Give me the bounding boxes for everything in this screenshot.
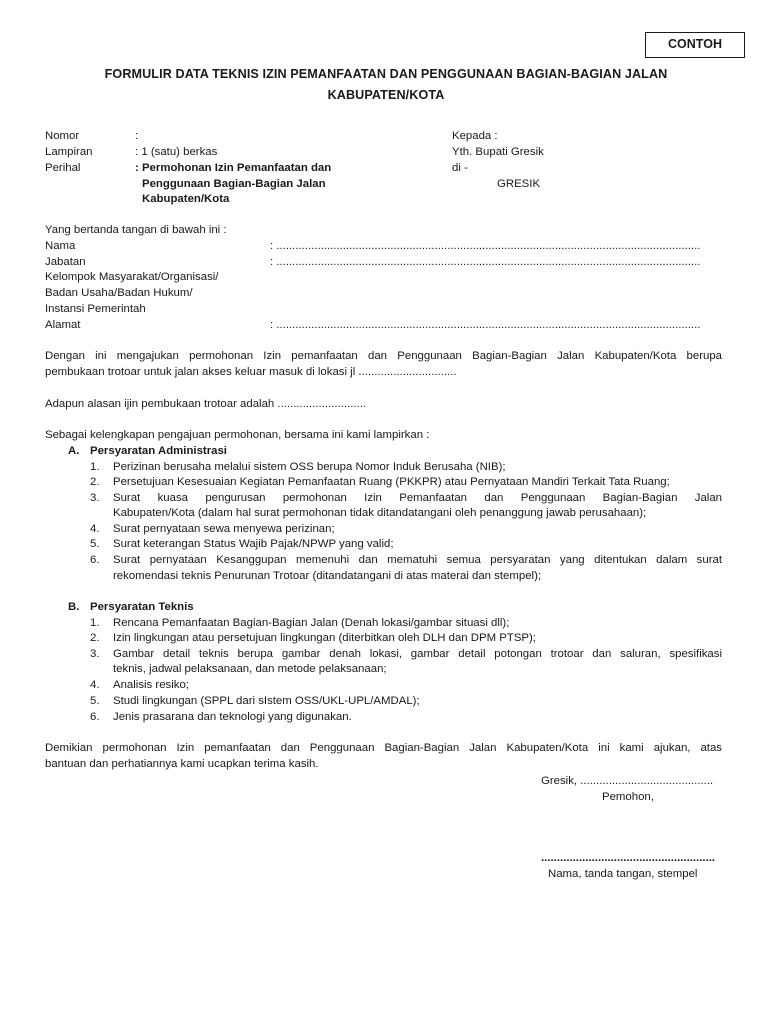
nama-field: : ......................................................................................................................................: [270, 240, 701, 252]
perihal-label: Perihal: [45, 162, 81, 174]
di-label: di -: [452, 162, 468, 174]
list-item-line2: Kabupaten/Kota (dalam hal surat permohonan tidak ditandatangani oleh penanggung jawab perusahaan);: [113, 507, 647, 519]
list-item-number: 2.: [90, 476, 100, 488]
list-item: Surat pernyataan sewa menyewa perizinan;: [113, 523, 335, 535]
lampiran-value: : 1 (satu) berkas: [135, 146, 218, 158]
form-title-line2: KABUPATEN/KOTA: [327, 88, 445, 102]
list-item: Izin lingkungan atau persetujuan lingkungan (diterbitkan oleh DLH dan DPM PTSP);: [113, 632, 536, 644]
recipient: Yth. Bupati Gresik: [452, 146, 544, 158]
signature-line: .......................................................: [541, 852, 716, 864]
list-item-number: 3.: [90, 492, 100, 504]
section-a-marker: A.: [68, 445, 80, 457]
alamat-field: : ......................................................................................................................................: [270, 319, 701, 331]
signature-caption: Nama, tanda tangan, stempel: [548, 868, 698, 880]
list-item: Analisis resiko;: [113, 679, 189, 691]
request-paragraph-line1: Dengan ini mengajukan permohonan Izin pemanfaatan dan Penggunaan Bagian-Bagian Jalan Kabupaten/Kota berupa: [45, 350, 722, 362]
jabatan-label: Jabatan: [45, 256, 86, 268]
perihal-line3: Kabupaten/Kota: [142, 193, 230, 205]
nomor-value: :: [135, 130, 139, 142]
identity-intro: Yang bertanda tangan di bawah ini :: [45, 224, 227, 236]
list-item-number: 2.: [90, 632, 100, 644]
list-item-line1: Gambar detail teknis berupa gambar denah lokasi, gambar detail potongan trotoar dan saluran, spesifikasi: [113, 648, 722, 660]
list-item-number: 4.: [90, 523, 100, 535]
list-item: Surat keterangan Status Wajib Pajak/NPWP yang valid;: [113, 538, 394, 550]
list-item-number: 1.: [90, 617, 100, 629]
list-item-line1: Surat kuasa pengurusan permohonan Izin Pemanfaatan dan Penggunaan Bagian-Bagian Jalan: [113, 492, 722, 504]
nama-label: Nama: [45, 240, 76, 252]
closing-paragraph-line1: Demikian permohonan Izin pemanfaatan dan Penggunaan Bagian-Bagian Jalan Kabupaten/Kota ini kami ajukan, atas: [45, 742, 722, 754]
recipient-city: GRESIK: [497, 178, 541, 190]
list-item-number: 6.: [90, 711, 100, 723]
list-item: Jenis prasarana dan teknologi yang digunakan.: [113, 711, 352, 723]
list-item-number: 1.: [90, 461, 100, 473]
list-item-line2: rekomendasi teknis Penurunan Trotoar (ditandatangani di atas materai dan stempel);: [113, 570, 542, 582]
list-item: Rencana Pemanfaatan Bagian-Bagian Jalan (Denah lokasi/gambar situasi dll);: [113, 617, 510, 629]
list-item-number: 6.: [90, 554, 100, 566]
perihal-line1: : Permohonan Izin Pemanfaatan dan: [135, 162, 332, 174]
list-item: Studi lingkungan (SPPL dari sIstem OSS/UKL-UPL/AMDAL);: [113, 695, 420, 707]
sample-badge: CONTOH: [645, 32, 745, 58]
list-item-line1: Surat pernyataan Kesanggupan memenuhi dan mematuhi semua persyaratan yang ditentukan dalam surat: [113, 554, 722, 566]
kelompok-label-line1: Kelompok Masyarakat/Organisasi/: [45, 271, 219, 283]
list-item: Perizinan berusaha melalui sistem OSS berupa Nomor Induk Berusaha (NIB);: [113, 461, 506, 473]
applicant-label: Pemohon,: [602, 791, 654, 803]
section-a-title: Persyaratan Administrasi: [90, 445, 227, 457]
closing-paragraph-line2: bantuan dan perhatiannya kami ucapkan terima kasih.: [45, 758, 319, 770]
alamat-label: Alamat: [45, 319, 81, 331]
kelompok-label-line3: Instansi Pemerintah: [45, 303, 146, 315]
list-item: Persetujuan Kesesuaian Kegiatan Pemanfaatan Ruang (PKKPR) atau Pernyataan Mandiri Terkait Tata Ruang;: [113, 476, 670, 488]
nomor-label: Nomor: [45, 130, 80, 142]
kepada-label: Kepada :: [452, 130, 498, 142]
section-b-marker: B.: [68, 601, 80, 613]
request-paragraph-line2: pembukaan trotoar untuk jalan akses keluar masuk di lokasi jl ...............................: [45, 366, 457, 378]
jabatan-field: : ......................................................................................................................................: [270, 256, 701, 268]
attachments-intro: Sebagai kelengkapan pengajuan permohonan, bersama ini kami lampirkan :: [45, 429, 430, 441]
perihal-line2: Penggunaan Bagian-Bagian Jalan: [142, 178, 326, 190]
reason-paragraph: Adapun alasan ijin pembukaan trotoar adalah ............................: [45, 398, 367, 410]
list-item-number: 3.: [90, 648, 100, 660]
place-date: Gresik, ..........................................: [541, 775, 714, 787]
lampiran-label: Lampiran: [45, 146, 93, 158]
kelompok-label-line2: Badan Usaha/Badan Hukum/: [45, 287, 193, 299]
list-item-number: 5.: [90, 695, 100, 707]
list-item-number: 5.: [90, 538, 100, 550]
list-item-line2: teknis, jadwal pelaksanaan, dan metode pelaksanaan;: [113, 663, 387, 675]
section-b-title: Persyaratan Teknis: [90, 601, 194, 613]
form-title-line1: FORMULIR DATA TEKNIS IZIN PEMANFAATAN DAN PENGGUNAAN BAGIAN-BAGIAN JALAN: [104, 67, 668, 81]
list-item-number: 4.: [90, 679, 100, 691]
